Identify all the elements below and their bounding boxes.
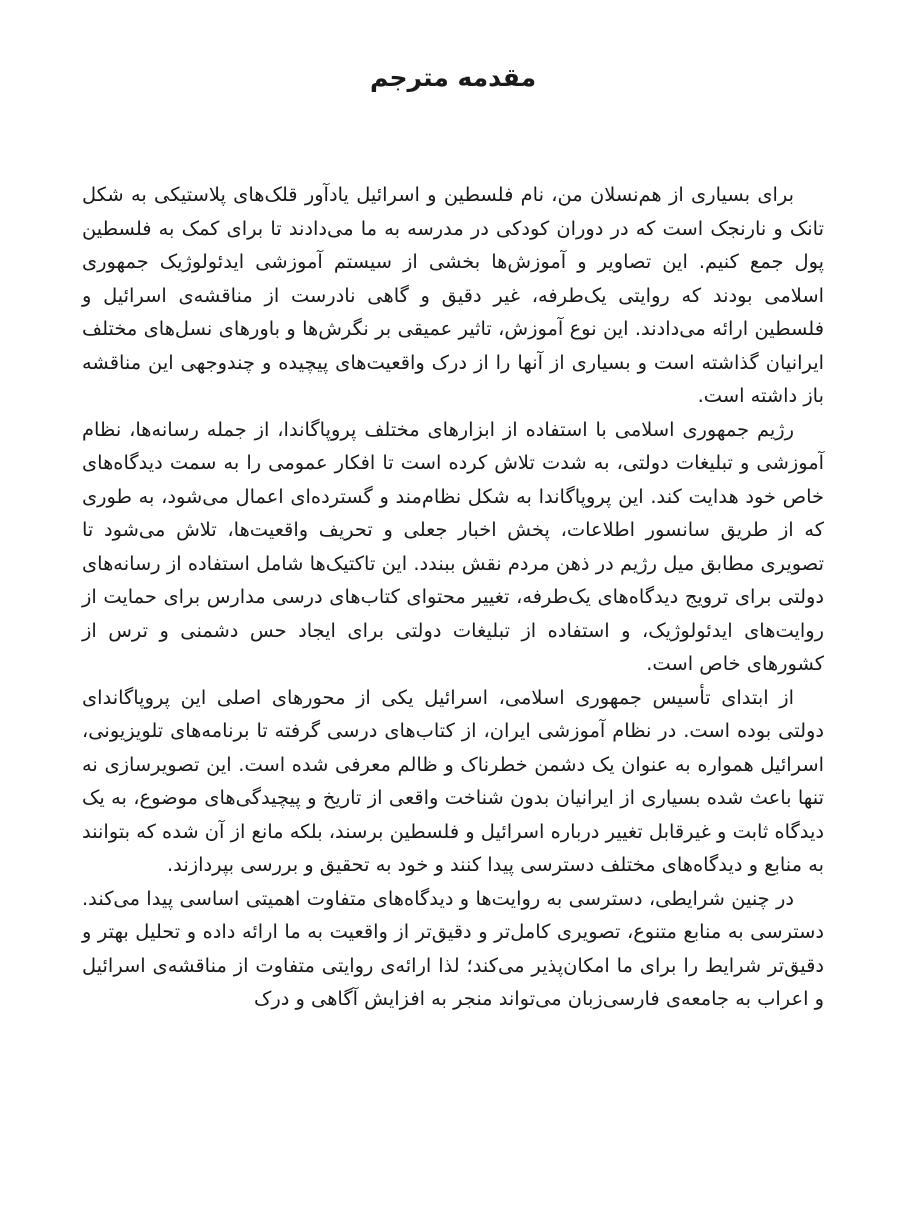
page-title: مقدمه مترجم <box>369 63 537 92</box>
body-text <box>82 178 824 1016</box>
paragraph-4: در چنین شرایطی، دسترسی به روایت‌ها و دیدگاه‌های متفاوت اهمیتی اساسی پیدا می‌کند. دسترسی به منابع متنوع، تصویری کامل‌تر و دقیق‌تر از واقعیت به ما ارائه داده و تحلیل بهتر و دقیق‌تر شرایط را برای ما امکان‌پذیر می‌کند؛ لذا ارائه‌ی روایتی متفاوت از مناقشه‌ی اسرائیل و اعراب به جامعه‌ی فارسی‌زبان می‌تواند منجر به افزایش آگاهی و درک <box>82 886 824 1010</box>
paragraph-3: از ابتدای تأسیس جمهوری اسلامی، اسرائیل یکی از محورهای اصلی این پروپاگاندای دولتی بوده است. در نظام آموزشی ایران، از کتاب‌های درسی گرفته تا برنامه‌های تلویزیونی، اسرائیل همواره به عنوان یک دشمن خطرناک و ظالم معرفی شده است. این تصویرسازی نه تنها باعث شده بسیاری از ایرانیان بدون شناخت واقعی از تاریخ و پیچیدگی‌های موضوع، به یک دیدگاه ثابت و غیرقابل تغییر درباره اسرائیل و فلسطین برسند، بلکه مانع از آن شده که بتوانند به منابع و دیدگاه‌های مختلف دسترسی پیدا کنند و خود به تحقیق و بررسی بپردازند. <box>82 685 824 876</box>
paragraph-2: رژیم جمهوری اسلامی با استفاده از ابزارهای مختلف پروپاگاندا، از جمله رسانه‌ها، نظام آموزشی و تبلیغات دولتی، به شدت تلاش کرده است تا افکار عمومی را به سمت دیدگاه‌های خاص خود هدایت کند. این پروپاگاندا به شکل نظام‌مند و گسترده‌ای اعمال می‌شود، به طوری که از طریق سانسور اطلاعات، پخش اخبار جعلی و تحریف واقعیت‌ها، تلاش می‌شود تا تصویری مطابق میل رژیم در ذهن مردم نقش ببندد. این تاکتیک‌ها شامل استفاده از رسانه‌های دولتی برای ترویج دیدگاه‌های یک‌طرفه، تغییر محتوای کتاب‌های درسی مدارس برای حمایت از روایت‌های ایدئولوژیک، و استفاده از تبلیغات دولتی برای ایجاد حس دشمنی و ترس از کشورهای خاص است. <box>82 417 824 675</box>
paragraph-1: برای بسیاری از هم‌نسلان من، نام فلسطین و اسرائیل یادآور قلک‌های پلاستیکی به شکل تانک و نارنجک است که در دوران کودکی در مدرسه به ما می‌دادند تا برای کمک به فلسطین پول جمع کنیم. این تصاویر و آموزش‌ها بخشی از سیستم آموزشی ایدئولوژیک جمهوری اسلامی بودند که روایتی یک‌طرفه، غیر دقیق و گاهی نادرست از مناقشه‌ی اسرائیل و فلسطین ارائه می‌دادند. این نوع آموزش، تاثیر عمیقی بر نگرش‌ها و باورهای نسل‌های مختلف ایرانیان گذاشته است و بسیاری از آنها را از درک واقعیت‌های پیچیده و چندوجهی این مناقشه باز داشته است. <box>82 183 824 407</box>
